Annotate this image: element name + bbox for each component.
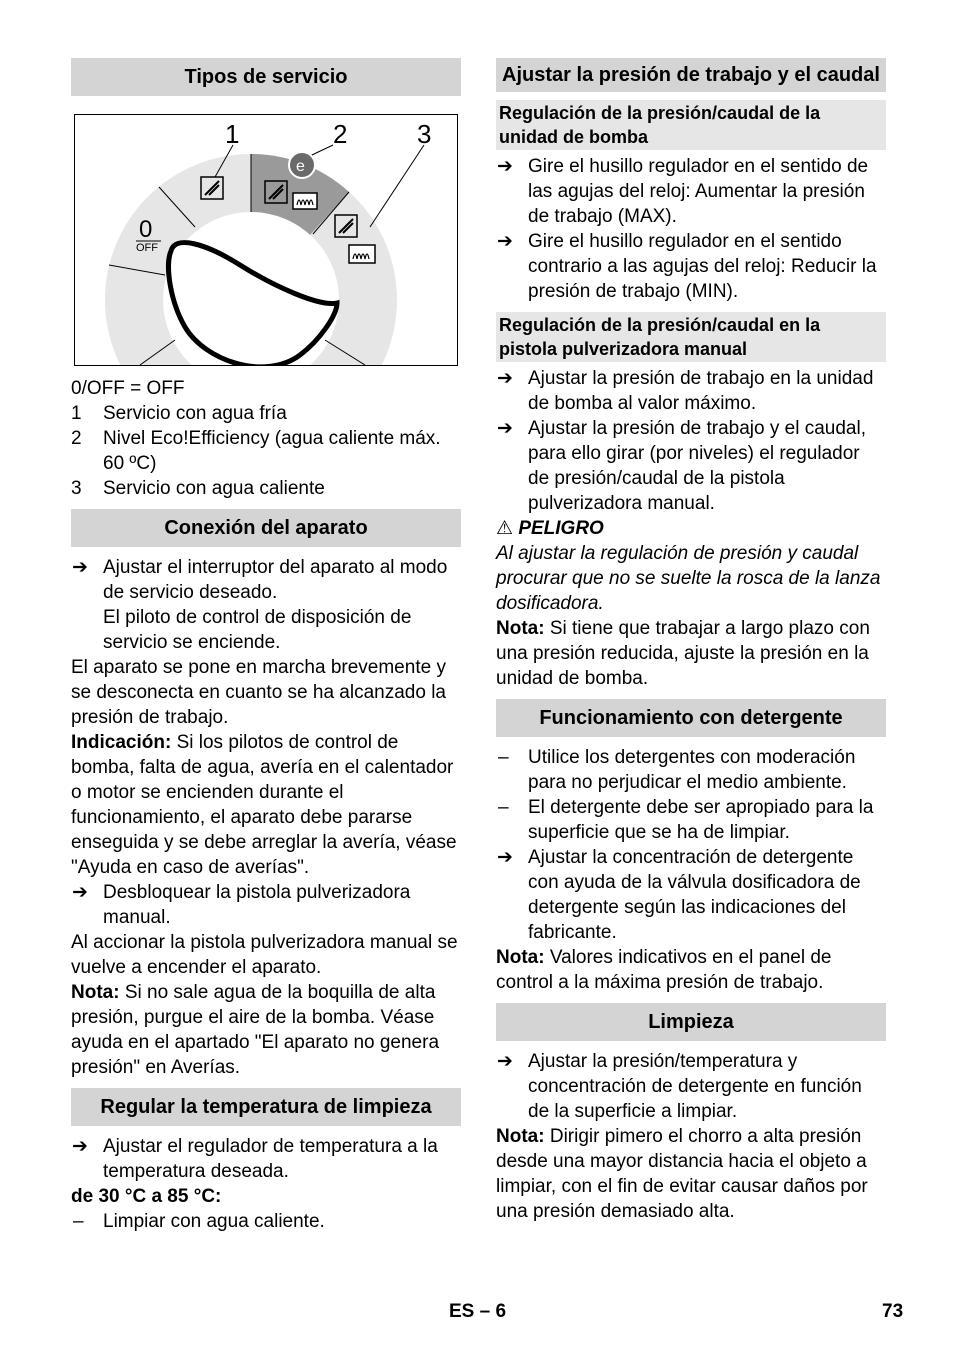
right-column [496, 58, 886, 1224]
arrow-right-icon: ➔ [497, 847, 513, 868]
list-item: 3 Servicio con agua caliente [71, 478, 325, 499]
arrow-right-icon: ➔ [497, 418, 513, 439]
dial-label-0: 0 [139, 216, 153, 243]
arrow-right-icon: ➔ [72, 1136, 88, 1157]
section-header-detergente: Funcionamiento con detergente [496, 699, 886, 737]
nota-note: Nota: Valores indicativos en el panel de control a la máxima presión de trabajo. [496, 947, 832, 993]
instruction-step: ➔ Ajustar la presión de trabajo en la unidad de bomba al valor máximo. [497, 368, 874, 414]
instruction-step: ➔ Desbloquear la pistola pulverizadora manual. [72, 882, 411, 928]
mode-list [71, 401, 461, 501]
paragraph: El aparato se pone en marcha brevemente y se desconecta en cuanto se ha alcanzado la presión de trabajo. [71, 657, 446, 728]
eco-badge-icon [289, 152, 315, 178]
paragraph: Al accionar la pistola pulverizadora manual se vuelve a encender el aparato. [71, 932, 458, 978]
instruction-step: ➔ Gire el husillo regulador en el sentido de las agujas del reloj: Aumentar la presión de trabajo (MAX). [497, 156, 869, 227]
arrow-right-icon: ➔ [72, 882, 88, 903]
mode-dial-illustration [75, 115, 457, 365]
dial-label-off: OFF [136, 242, 158, 254]
step-continuation: El piloto de control de disposición de servicio se enciende. [103, 607, 412, 653]
dial-label-2: 2 [333, 119, 348, 149]
danger-text: Al ajustar la regulación de presión y caudal procurar que no se suelte la rosca de la lanza dosificadora. [496, 543, 881, 614]
footer-section-label: ES – 6 [449, 1301, 507, 1322]
arrow-right-icon: ➔ [497, 156, 513, 177]
section-header-presion: Ajustar la presión de trabajo y el caudal [496, 58, 886, 92]
section-header-conexion: Conexión del aparato [71, 509, 461, 547]
section-header-tipos: Tipos de servicio [71, 58, 461, 96]
instruction-step: ➔ Ajustar la presión de trabajo y el caudal, para ello girar (por niveles) el regulador de presión/caudal de la pistola pulverizadora manual. [497, 418, 866, 514]
off-definition: 0/OFF = OFF [71, 378, 185, 399]
nota-note: Nota: Si tiene que trabajar a largo plazo con una presión reducida, ajuste la presión en la unidad de bomba. [496, 618, 870, 689]
section-header-temperatura: Regular la temperatura de limpieza [71, 1088, 461, 1126]
arrow-right-icon: ➔ [497, 368, 513, 389]
eco-badge-label: e [296, 158, 305, 175]
arrow-right-icon: ➔ [497, 1051, 513, 1072]
subheader-pistola: Regulación de la presión/caudal en la pistola pulverizadora manual [496, 312, 886, 362]
nota-note: Nota: Dirigir pimero el chorro a alta presión desde una mayor distancia hacia el objeto a limpiar, con el fin de evitar causar daños por una presión demasiado alta. [496, 1126, 868, 1222]
instruction-step: ➔ Ajustar la concentración de detergente con ayuda de la válvula dosificadora de detergente según las indicaciones del fabricante. [497, 847, 861, 943]
danger-label: ⚠ PELIGRO [496, 518, 604, 539]
list-item: 1 Servicio con agua fría [71, 403, 287, 424]
dial-label-3: 3 [417, 119, 432, 149]
section-header-limpieza: Limpieza [496, 1003, 886, 1041]
indicacion-note: Indicación: Si los pilotos de control de bomba, falta de agua, avería en el calentador o motor se encienden durante el funcionamiento, el aparato debe pararse enseguida y se debe arreglar la avería, véase "Ayuda en caso de averías". [71, 732, 457, 878]
list-item: – Limpiar con agua caliente. [73, 1211, 325, 1232]
list-item: – Utilice los detergentes con moderación para no perjudicar el medio ambiente. [498, 747, 856, 793]
arrow-right-icon: ➔ [497, 231, 513, 252]
nota-note: Nota: Si no sale agua de la boquilla de alta presión, purgue el aire de la bomba. Véase ayuda en el apartado "El aparato no genera presión" en Averías. [71, 982, 440, 1078]
instruction-step: ➔ Ajustar el interruptor del aparato al modo de servicio deseado. [72, 557, 448, 603]
list-item: 2 Nivel Eco!Efficiency (agua caliente máx. 60 ºC) [71, 428, 441, 474]
warning-triangle-icon: ⚠ [496, 518, 514, 539]
arrow-right-icon: ➔ [72, 557, 88, 578]
left-column [71, 58, 461, 1234]
subheader-unidad-bomba: Regulación de la presión/caudal de la unidad de bomba [496, 100, 886, 150]
mode-dial-figure [74, 114, 458, 366]
temperature-range: de 30 °C a 85 °C: [71, 1186, 222, 1207]
page-number: 73 [882, 1301, 904, 1322]
dial-label-1: 1 [225, 119, 240, 149]
instruction-step: ➔ Ajustar el regulador de temperatura a la temperatura deseada. [72, 1136, 438, 1182]
list-item: – El detergente debe ser apropiado para la superficie que se ha de limpiar. [498, 797, 874, 843]
instruction-step: ➔ Ajustar la presión/temperatura y concentración de detergente en función de la superficie a limpiar. [497, 1051, 862, 1122]
instruction-step: ➔ Gire el husillo regulador en el sentido contrario a las agujas del reloj: Reducir la presión de trabajo (MIN). [497, 231, 877, 302]
